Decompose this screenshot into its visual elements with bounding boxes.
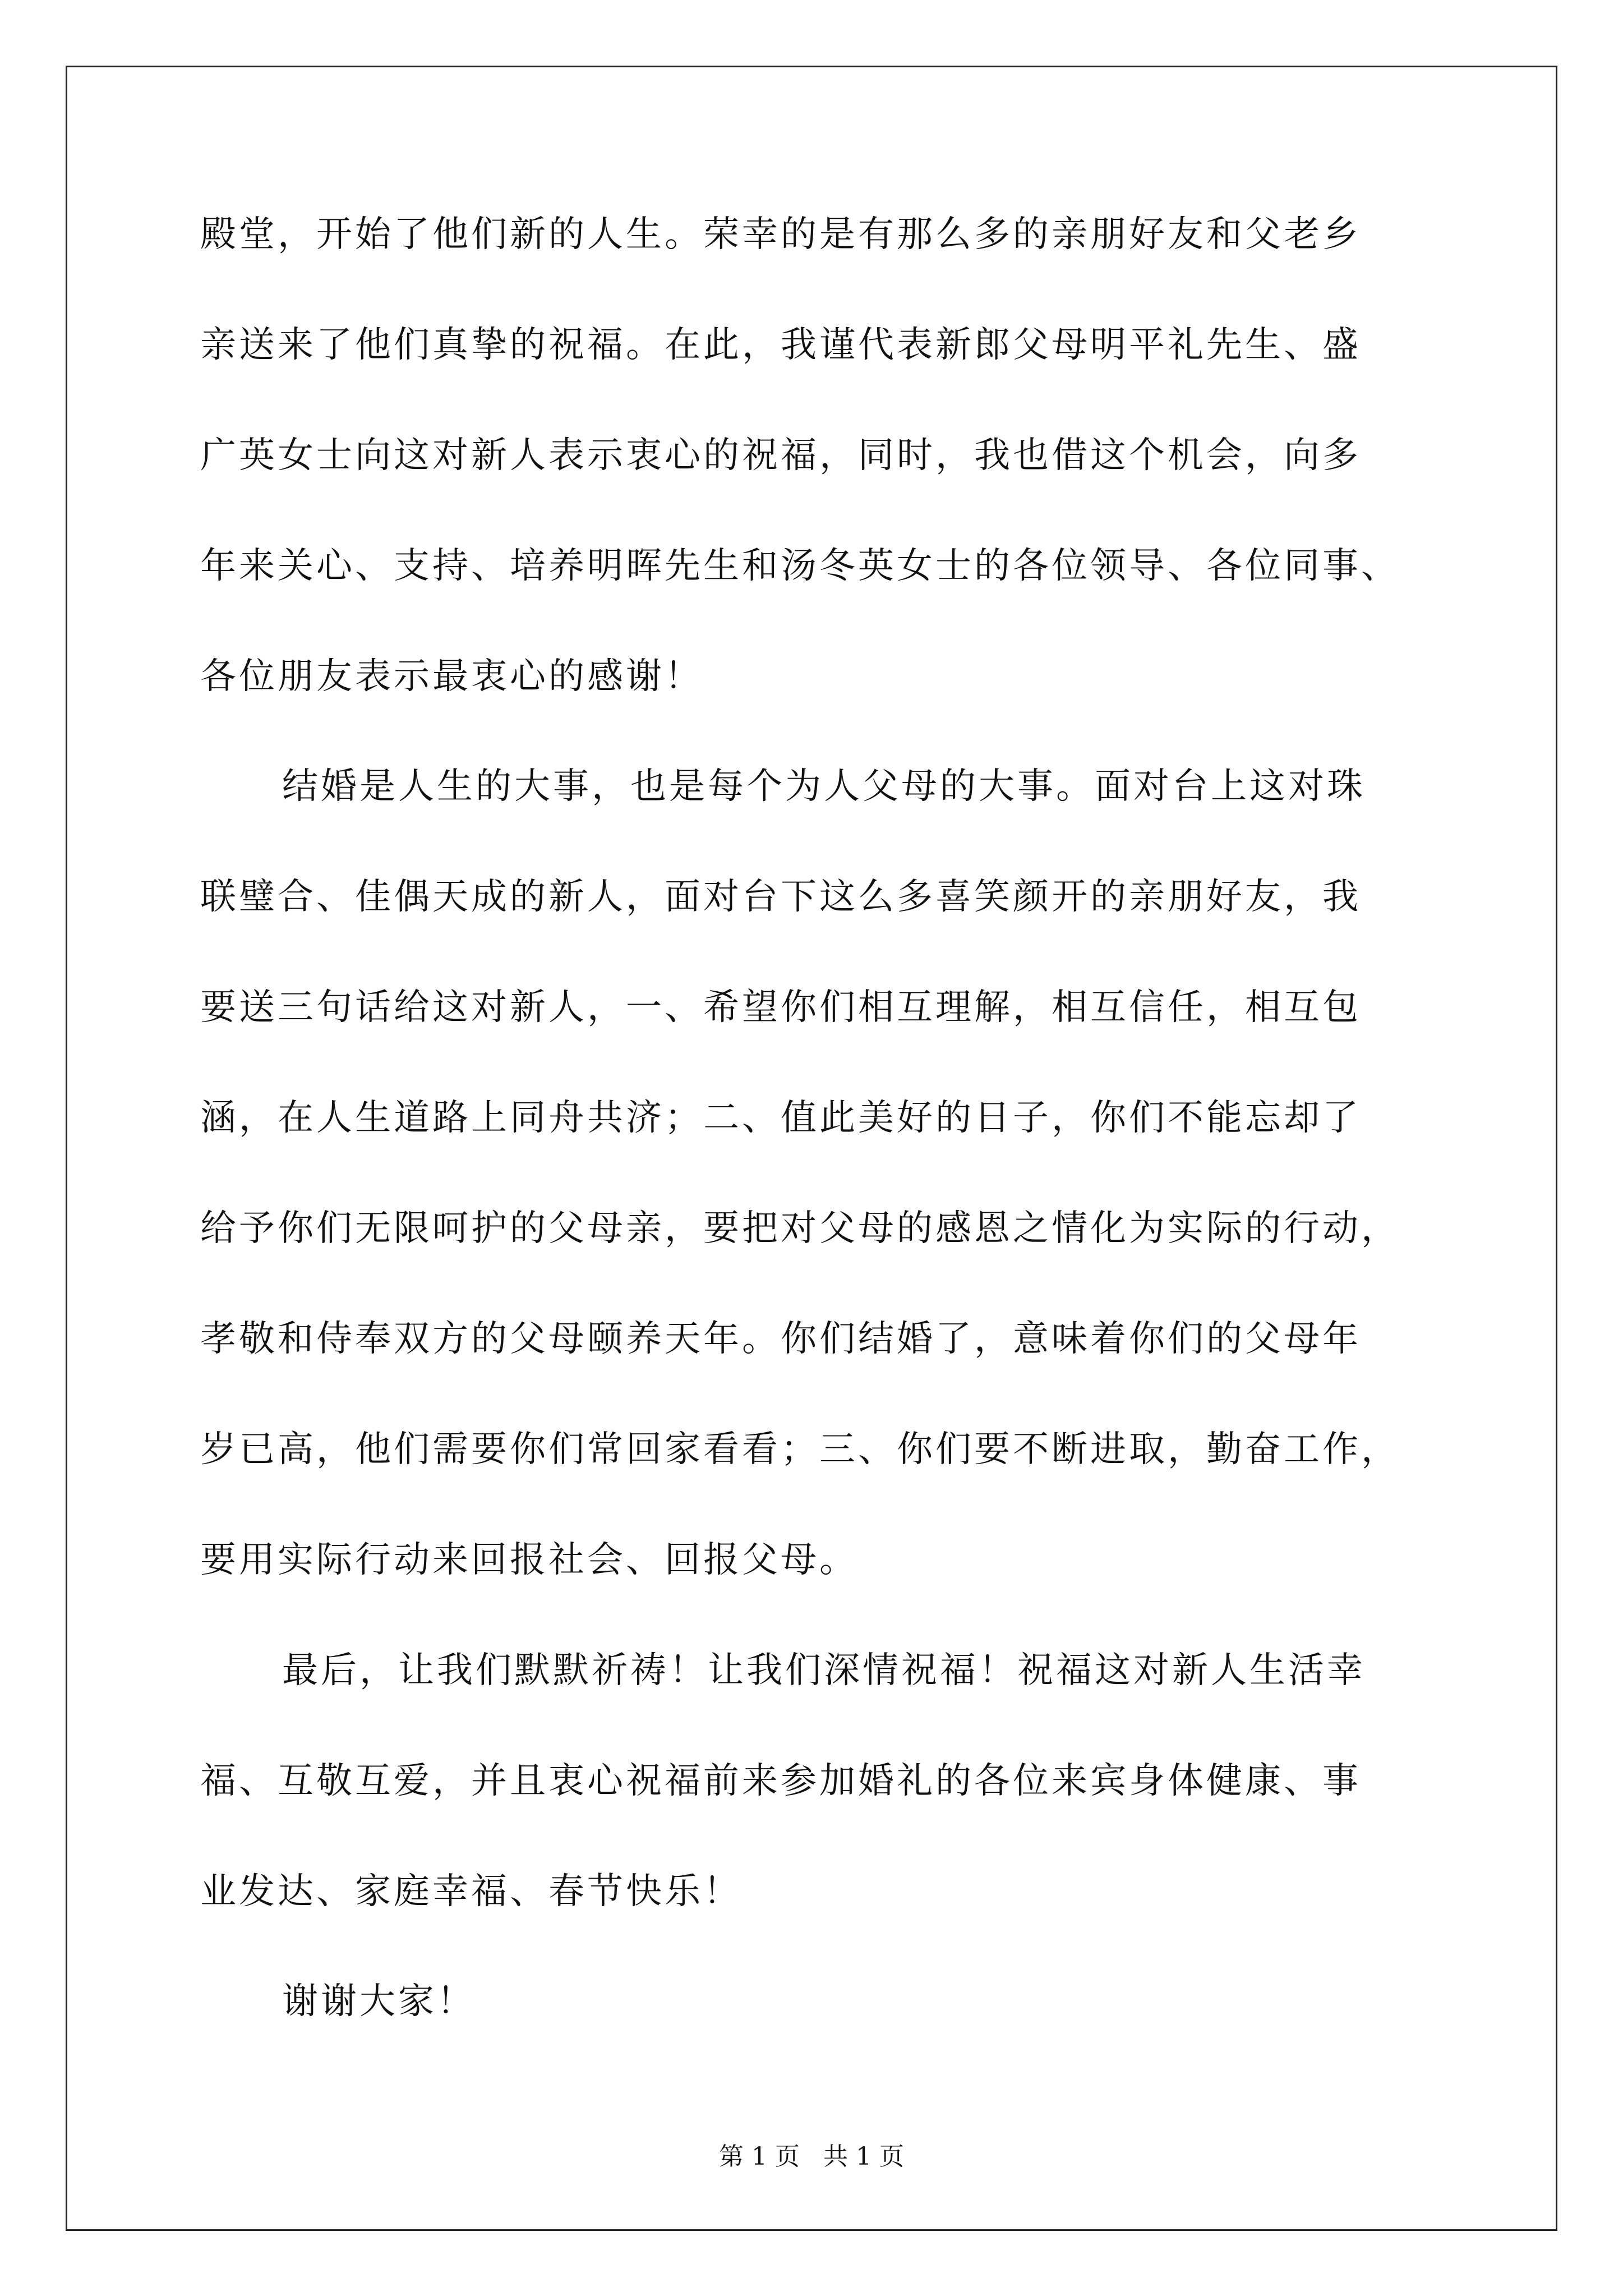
text-line: 给予你们无限呵护的父母亲，要把对父母的感恩之情化为实际的行动， <box>200 1208 1400 1249</box>
text-line: 要用实际行动来回报社会、回报父母。 <box>200 1539 858 1581</box>
text-line: 福、互敬互爱，并且衷心祝福前来参加婚礼的各位来宾身体健康、事 <box>200 1760 1361 1802</box>
text-line: 岁已高，他们需要你们常回家看看；三、你们要不断进取，勤奋工作， <box>200 1429 1400 1470</box>
paragraph-first-line: 最后，让我们默默祈祷！让我们深情祝福！祝福这对新人生活幸 <box>282 1650 1366 1691</box>
text-line: 广英女士向这对新人表示衷心的祝福，同时，我也借这个机会，向多 <box>200 435 1361 476</box>
paragraph-first-line: 结婚是人生的大事，也是每个为人父母的大事。面对台上这对珠 <box>282 766 1366 807</box>
text-line: 孝敬和侍奉双方的父母颐养天年。你们结婚了，意味着你们的父母年 <box>200 1318 1361 1360</box>
text-line: 要送三句话给这对新人，一、希望你们相互理解，相互信任，相互包 <box>200 987 1361 1028</box>
text-line: 亲送来了他们真挚的祝福。在此，我谨代表新郎父母明平礼先生、盛 <box>200 324 1361 366</box>
text-line: 联璧合、佳偶天成的新人，面对台下这么多喜笑颜开的亲朋好友，我 <box>200 876 1361 918</box>
text-line: 各位朋友表示最衷心的感谢！ <box>200 656 703 697</box>
text-line: 年来关心、支持、培养明晖先生和汤冬英女士的各位领导、各位同事、 <box>200 545 1400 587</box>
text-line: 业发达、家庭幸福、春节快乐！ <box>200 1871 742 1912</box>
page-number-footer: 第 1 页 共 1 页 <box>719 2142 904 2171</box>
closing-line: 谢谢大家！ <box>282 1981 476 2022</box>
text-line: 涵，在人生道路上同舟共济；二、值此美好的日子，你们不能忘却了 <box>200 1097 1361 1139</box>
text-line: 殿堂，开始了他们新的人生。荣幸的是有那么多的亲朋好友和父老乡 <box>200 214 1361 255</box>
